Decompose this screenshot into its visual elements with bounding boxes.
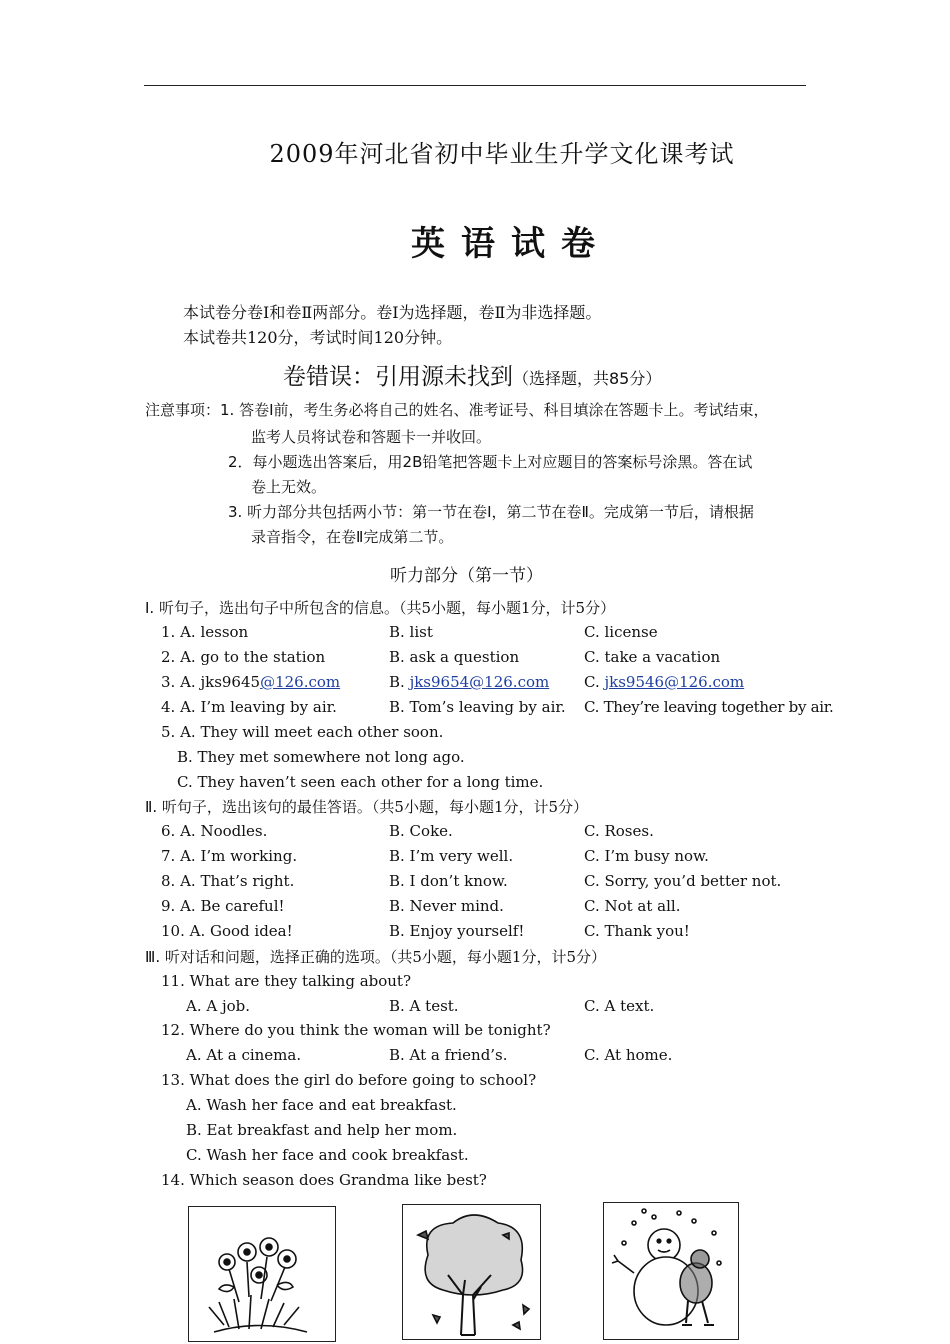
listening-heading: 听力部分（第一节） [390, 566, 543, 586]
q7-option-b: B. I’m very well. [389, 847, 514, 865]
q1-option-b: B. list [389, 623, 433, 641]
q5-option-c: C. They haven’t seen each other for a long time. [177, 773, 544, 791]
q10-option-a: 10. A. Good idea! [161, 922, 293, 940]
q2-option-c: C. take a vacation [584, 648, 721, 666]
q12-option-a: A. At a cinema. [186, 1046, 302, 1064]
q1-option-c: C. license [584, 623, 658, 641]
q13-option-c: C. Wash her face and cook breakfast. [186, 1146, 469, 1164]
q3-c-link[interactable]: jks9546@126.com [604, 673, 745, 691]
intro-line-2: 本试卷共120分，考试时间120分钟。 [183, 328, 453, 347]
snowman-illustration [604, 1203, 738, 1339]
q10-option-c: C. Thank you! [584, 922, 690, 940]
q3-option-a [161, 673, 340, 691]
q4-option-a: 4. A. I’m leaving by air. [161, 698, 337, 716]
q3-b-prefix: B. [389, 673, 410, 691]
section-2-label: Ⅱ. 听句子，选出该句的最佳答语。 [145, 798, 372, 816]
q3-a-link[interactable]: @126.com [260, 673, 341, 691]
q3-option-c [584, 673, 744, 691]
snowman-picture [603, 1202, 739, 1340]
q10-option-b: B. Enjoy yourself! [389, 922, 525, 940]
notes-line-1a: 注意事项：1. 答卷Ⅰ前，考生务必将自己的姓名、准考证号、科目填涂在答题卡上。考试结束， [145, 401, 769, 419]
q11-option-c: C. A text. [584, 997, 655, 1015]
tree-illustration [403, 1205, 540, 1339]
part1-title: 卷错误：引用源未找到 [283, 364, 513, 390]
q6-option-c: C. Roses. [584, 822, 654, 840]
header-rule [144, 85, 806, 86]
q5-option-a: 5. A. They will meet each other soon. [161, 723, 444, 741]
q14-question: 14. Which season does Grandma like best? [161, 1171, 487, 1189]
q3-c-prefix: C. [584, 673, 605, 691]
intro-line-1: 本试卷分卷Ⅰ和卷Ⅱ两部分。卷Ⅰ为选择题，卷Ⅱ为非选择题。 [183, 303, 602, 322]
paper-title: 英语试卷 [411, 224, 611, 264]
q6-option-a: 6. A. Noodles. [161, 822, 268, 840]
q5-option-b: B. They met somewhere not long ago. [177, 748, 465, 766]
section-3-note: （共5小题，每小题1分，计5分） [389, 948, 607, 966]
q8-option-b: B. I don’t know. [389, 872, 508, 890]
section-2-heading [145, 796, 588, 817]
flowers-illustration [189, 1207, 335, 1341]
q3-option-b [389, 673, 549, 691]
autumn-tree-picture [402, 1204, 541, 1340]
q7-option-c: C. I’m busy now. [584, 847, 709, 865]
q8-option-a: 8. A. That’s right. [161, 872, 295, 890]
part1-heading [283, 358, 661, 391]
q2-option-b: B. ask a question [389, 648, 520, 666]
q8-option-c: C. Sorry, you’d better not. [584, 872, 782, 890]
q12-option-c: C. At home. [584, 1046, 673, 1064]
q12-option-b: B. At a friend’s. [389, 1046, 508, 1064]
q4-option-c: C. They’re leaving together by air. [584, 698, 834, 716]
q13-option-a: A. Wash her face and eat breakfast. [186, 1096, 457, 1114]
q9-option-b: B. Never mind. [389, 897, 504, 915]
notes-line-2b: 卷上无效。 [251, 478, 327, 496]
notes-line-3a: 3. 听力部分共包括两小节：第一节在卷Ⅰ，第二节在卷Ⅱ。完成第一节后，请根据 [228, 503, 754, 521]
q3-b-link[interactable]: jks9654@126.com [409, 673, 550, 691]
part1-subtitle: （选择题，共85分） [513, 369, 662, 388]
notes-line-3b: 录音指令，在卷Ⅱ完成第二节。 [251, 528, 454, 546]
q1-option-a: 1. A. lesson [161, 623, 249, 641]
exam-title: 2009年河北省初中毕业生升学文化课考试 [269, 140, 735, 168]
section-3-label: Ⅲ. 听对话和问题，选择正确的选项。 [145, 948, 390, 966]
section-2-note: （共5小题，每小题1分，计5分） [371, 798, 589, 816]
q11-question: 11. What are they talking about? [161, 972, 411, 990]
q11-option-a: A. A job. [186, 997, 251, 1015]
notes-line-1b: 监考人员将试卷和答题卡一并收回。 [251, 428, 492, 446]
q7-option-a: 7. A. I’m working. [161, 847, 298, 865]
q9-option-c: C. Not at all. [584, 897, 681, 915]
section-1-heading [145, 597, 615, 618]
section-1-label: Ⅰ. 听句子，选出句子中所包含的信息。 [145, 599, 399, 617]
q13-question: 13. What does the girl do before going to school? [161, 1071, 537, 1089]
flowers-picture [188, 1206, 336, 1342]
q11-option-b: B. A test. [389, 997, 459, 1015]
q3-a-prefix: 3. A. jks9645 [161, 673, 261, 691]
q13-option-b: B. Eat breakfast and help her mom. [186, 1121, 458, 1139]
notes-line-2a: 2．每小题选出答案后，用2B铅笔把答题卡上对应题目的答案标号涂黑。答在试 [228, 453, 753, 471]
section-3-heading [145, 946, 606, 967]
section-1-note: （共5小题，每小题1分，计5分） [398, 599, 616, 617]
q9-option-a: 9. A. Be careful! [161, 897, 285, 915]
q2-option-a: 2. A. go to the station [161, 648, 326, 666]
q12-question: 12. Where do you think the woman will be tonight? [161, 1021, 551, 1039]
q4-option-b: B. Tom’s leaving by air. [389, 698, 566, 716]
q6-option-b: B. Coke. [389, 822, 453, 840]
